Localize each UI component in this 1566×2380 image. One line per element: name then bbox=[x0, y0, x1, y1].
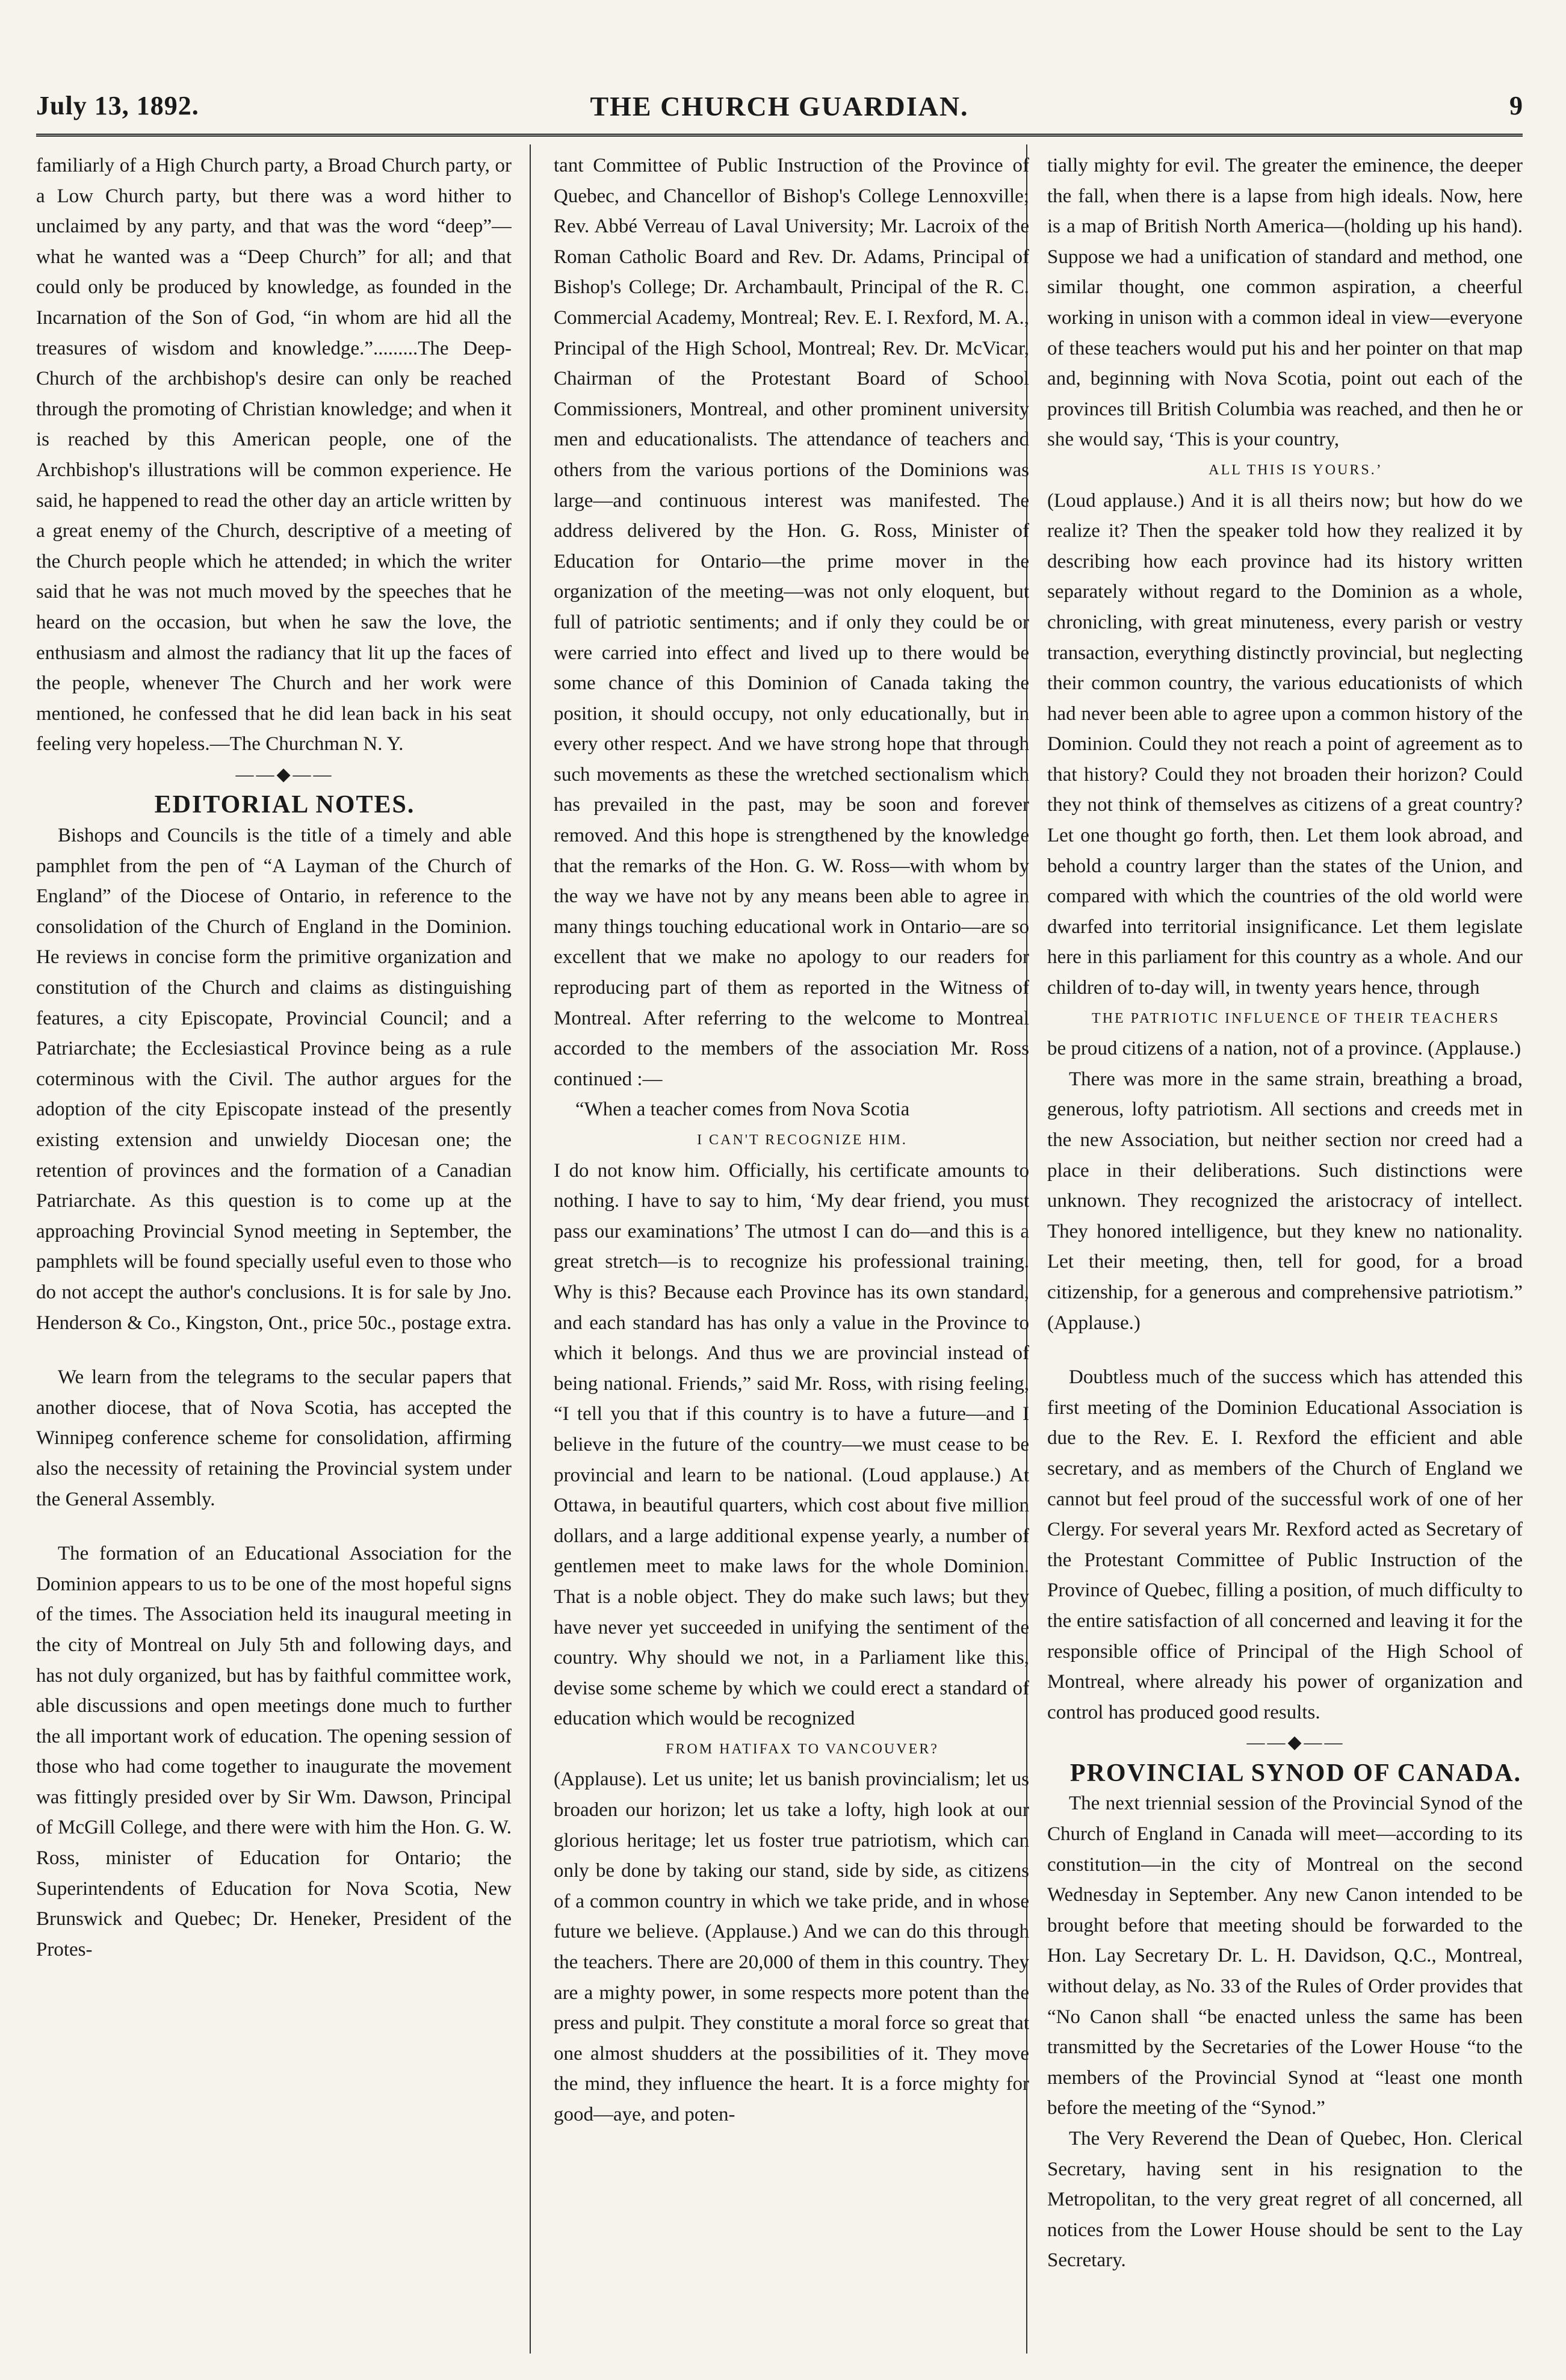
quote-paragraph: (Applause). Let us unite; let us banish provincialism; let us broaden our horizon; let us take a lofty, high look at our glorious heritage; let us foster true patriotism, which can only be done by taking our stand, side by side, as citizens of a common country in which we take pride, and in whose future we believe. (Applause.) And we can do this through the teachers. There are 20,000 of them in this country. They are a mighty power, in some respects more potent than the press and pulpit. They constitute a moral force so great that one almost shudders at the possibilities of it. They move the mind, they influence the heart. It is a force mighty for good—aye, and poten- bbox=[554, 1768, 1029, 2125]
paragraph: The Very Reverend the Dean of Quebec, Hon. Clerical Secretary, having sent in his resignation to the Metropolitan, to the very great regret of all concerned, all notices from the Lower House should be sent to the Lay Secretary. bbox=[1047, 2128, 1523, 2272]
paragraph: The next triennial session of the Provincial Synod of the Church of England in Canada will meet—according to its constitution—in the city of Montreal on the second Wednesday in September. Any new Canon intended to be brought before that meeting should be forwarded to the Hon. Lay Secretary Dr. L. H. Davidson, Q.C., Montreal, without delay, as No. 33 of the Rules of Order provides that “No Canon shall “be enacted unless the same has been transmitted by the Secretaries of the Lower House “to the members of the Provincial Synod at “least one month before the meeting of the “Synod.” bbox=[1047, 1793, 1523, 2119]
column-separator bbox=[530, 144, 531, 2354]
quote-paragraph: be proud citizens of a nation, not of a province. (Applause.) bbox=[1047, 1038, 1521, 1060]
paragraph: Doubtless much of the success which has attended this first meeting of the Dominion Educational Association is due to the Rev. E. I. Rexford the efficient and able secretary, and as members of the Church of England we cannot but feel proud of the successful work of one of her Clergy. For several years Mr. Rexford acted as Secretary of the Protestant Committee of Public Instruction of the Province of Quebec, filling a position, of much difficulty to the entire satisfaction of all concerned and leaving it for the responsible office of Principal of the High School of Montreal, where already his power of organization and control has produced good results. bbox=[1047, 1366, 1523, 1723]
section-heading-editorial-notes: EDITORIAL NOTES. bbox=[154, 791, 415, 819]
article-continuation: familiarly of a High Church party, a Broad Church party, or a Low Church party, but there was a word hither to unclaimed by any party, and that was the word “deep”—what he wanted was a “Deep Church” for all; and that could only be produced by knowledge, as founded in the Incarnation of the Son of God, “in whom are hid all the treasures of wisdom and knowledge.”.........The Deep-Church of the archbishop's desire can only be reached through the promoting of Christian knowledge; and when it is reached by this American people, one of the Archbishop's illustrations will be common experience. He said, he happened to read the other day an article written by a great enemy of the Church, descriptive of a meeting of the Church people which he attended; in which the writer said that he was not much moved by the speeches that he heard on the occasion, but when he saw the love, the enthusiasm and almost the radiancy that lit up the faces of the people, whenever The Church and her work were mentioned, he confessed that he did lean back in his seat feeling very hopeless.—The Churchman N. Y. bbox=[36, 155, 512, 755]
newspaper-title: THE CHURCH GUARDIAN. bbox=[590, 91, 969, 122]
subheading: I CAN'T RECOGNIZE HIM. bbox=[697, 1132, 908, 1148]
quote-paragraph: (Loud applause.) And it is all theirs now; but how do we realize it? Then the speaker told how they realized it by describing how each province had its history written separately without regard to the Dominion as a whole, chronicling, with great minuteness, every parish or vestry transaction, everything distinctly provincial, but neglecting their common country, the various educationists of which had never been able to agree upon a common history of the Dominion. Could they not reach a point of agreement as to that history? Could they not broaden their horizon? Could they not think of themselves as citizens of a great country? Let one thought go forth, then. Let them look abroad, and behold a country larger than the states of the Union, and compared with which the countries of the old world were dwarfed into territorial insignificance. Let them legislate here in this parliament for this country as a whole. And our children of to-day will, in twenty years hence, through bbox=[1047, 489, 1523, 999]
subheading: ALL THIS IS YOURS.’ bbox=[1209, 462, 1383, 478]
column-1 bbox=[36, 150, 512, 2341]
paragraph: tant Committee of Public Instruction of the Province of Quebec, and Chancellor of Bishop's College Lennoxville; Rev. Abbé Verreau of Laval University; Mr. Lacroix of the Roman Catholic Board and Rev. Dr. Adams, Principal of Bishop's College; Dr. Archambault, Principal of the R. C. Commercial Academy, Montreal; Rev. E. I. Rexford, M. A., Principal of the High School, Montreal; Rev. Dr. McVicar, Chairman of the Protestant Board of School Commissioners, Montreal, and other prominent university men and educationalists. The attendance of teachers and others from the various portions of the Dominions was large—and continuous interest was manifested. The address delivered by the Hon. G. Ross, Minister of Education for Ontario—the prime mover in the organization of the meeting—was not only eloquent, but full of patriotic sentiments; and if only they could be or were carried into effect and lived up to there would be some chance of this Dominion of Canada taking the position, it should occupy, not only educationally, but in every other respect. And we have strong hope that through such movements as these the wretched sectionalism which has prevailed in the past, may be soon and forever removed. And this hope is strengthened by the knowledge that the remarks of the Hon. G. W. Ross—with whom by the way we have not by any means been able to agree in many things touching educational work in Ontario—are so excellent that we make no apology to our readers for reproducing part of them as reported in the Witness of Montreal. After referring to the welcome to Montreal accorded to the members of the association Mr. Ross continued :— bbox=[554, 155, 1029, 1090]
quote-paragraph: “When a teacher comes from Nova Scotia bbox=[575, 1099, 910, 1121]
page-number: 9 bbox=[1509, 91, 1523, 120]
paragraph: The formation of an Educational Association for the Dominion appears to us to be one of the most hopeful signs of the times. The Association held its inaugural meeting in the city of Montreal on July 5th and following days, and has not duly organized, but has by faithful committee work, able discussions and open meetings done much to further the all important work of education. The opening session of those who had come together to inaugurate the movement was fittingly presided over by Sir Wm. Dawson, Principal of McGill College, and there were with him the Hon. G. W. Ross, minister of Education for Ontario; the Superintendents of Education for Nova Scotia, New Brunswick and Quebec; Dr. Heneker, President of the Protes- bbox=[36, 1543, 512, 1960]
section-ornament: ——◆—— bbox=[235, 764, 334, 784]
column-2 bbox=[554, 150, 1029, 2341]
header-rule bbox=[36, 134, 1523, 137]
subheading: FROM HATIFAX TO VANCOUVER? bbox=[666, 1741, 939, 1757]
quote-paragraph: tially mighty for evil. The greater the eminence, the deeper the fall, when there is a lapse from high ideals. Now, here is a map of British North America—(holding up his hand). Suppose we had a unification of standard and method, one similar thought, one common aspiration, a cheerful working in unison with a common ideal in view—everyone of these teachers would put his and her pointer on that map and, beginning with Nova Scotia, point out each of the provinces till British Columbia was reached, and then he or she would say, ‘This is your country, bbox=[1047, 155, 1523, 451]
paragraph: We learn from the telegrams to the secular papers that another diocese, that of Nova Scotia, has accepted the Winnipeg conference scheme for consolidation, affirming also the necessity of retaining the Provincial system under the General Assembly. bbox=[36, 1366, 512, 1510]
issue-date: July 13, 1892. bbox=[36, 91, 199, 120]
section-heading-provincial-synod: PROVINCIAL SYNOD OF CANADA. bbox=[1069, 1759, 1522, 1787]
section-ornament: ——◆—— bbox=[1246, 1732, 1345, 1753]
masthead bbox=[36, 90, 1523, 132]
paragraph: There was more in the same strain, breathing a broad, generous, lofty patriotism. All sections and creeds met in the new Association, but neither section nor creed had a place in their deliberations. Such distinctions were unknown. They recognized the aristocracy of intellect. They honored intelligence, but they knew no nationality. Let their meeting, then, tell for good, for a broad citizenship, for a generous and comprehensive patriotism.” (Applause.) bbox=[1047, 1068, 1523, 1334]
subheading: THE PATRIOTIC INFLUENCE OF THEIR TEACHERS bbox=[1092, 1010, 1500, 1026]
column-3 bbox=[1047, 150, 1523, 2341]
paragraph: Bishops and Councils is the title of a timely and able pamphlet from the pen of “A Layman of the Church of England” of the Diocese of Ontario, in reference to the consolidation of the Church of England in the Dominion. He reviews in concise form the primitive organization and constitution of the Church and claims as distinguishing features, a city Episcopate, Provincial Council; and a Patriarchate; the Ecclesiastical Province being as a rule coterminous with the Civil. The author argues for the adoption of the city Episcopate instead of the presently existing extension and unwieldy Diocesan one; the retention of provinces and the formation of a Canadian Patriarchate. As this question is to come up at the approaching Provincial Synod meeting in September, the pamphlets will be found specially useful even to those who do not accept the author's conclusions. It is for sale by Jno. Henderson & Co., Kingston, Ont., price 50c., postage extra. bbox=[36, 825, 512, 1334]
quote-paragraph: I do not know him. Officially, his certificate amounts to nothing. I have to say to him, ‘My dear friend, you must pass our examinations’ The utmost I can do—and this is a great stretch—is to recognize his professional training. Why is this? Because each Province has its own standard, and each standard has has only a value in the Province to which it belongs. And thus we are provincial instead of being national. Friends,” said Mr. Ross, with rising feeling, “I tell you that if this country is to have a future—and I believe in the future of the country—we must cease to be provincial and learn to be national. (Loud applause.) At Ottawa, in beautiful quarters, which cost about five million dollars, and a large additional expense yearly, a number of gentlemen meet to make laws for the whole Dominion. That is a noble object. They do make such laws; but they have never yet succeeded in unifying the sentiment of the country. Why should we not, in a Parliament like this, devise some scheme by which we could erect a standard of education which would be recognized bbox=[554, 1159, 1029, 1730]
